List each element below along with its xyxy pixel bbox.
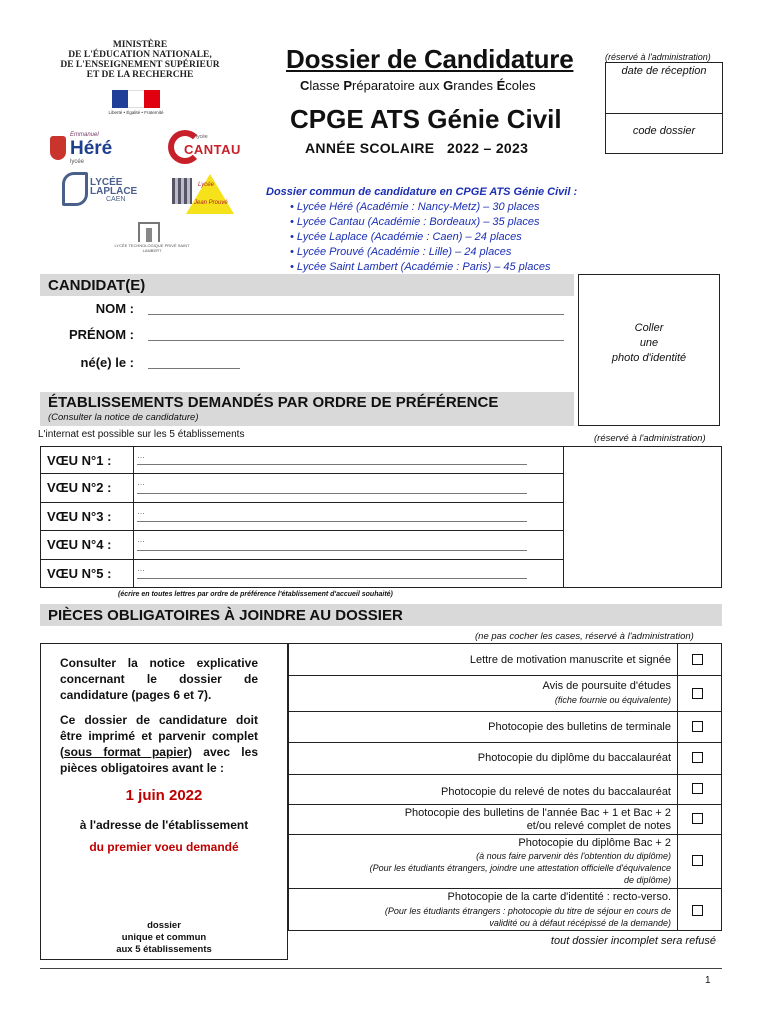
lycee-prouve-logo — [172, 172, 234, 214]
saint-lambert-mark-icon — [138, 222, 160, 242]
checklist-cell — [677, 644, 721, 675]
subtitle-initial-g: G — [443, 78, 454, 93]
republic-flag-icon — [112, 90, 160, 108]
deadline-text-a: Ce dossier de candidature doit être imprimé et parvenir complet ( — [60, 713, 258, 759]
checklist-item-sub-2 — [293, 917, 671, 929]
voeu-divider — [133, 560, 134, 587]
checklist-item-label: Photocopie du relevé de notes du baccalauréat — [441, 786, 671, 798]
cantau-name: CANTAU — [184, 142, 241, 157]
flag-caption: Liberté • Égalité • Fraternité — [108, 110, 164, 115]
admin-reception-box — [605, 62, 723, 154]
admin-note-voeux: (réservé à l'administration) — [594, 433, 706, 444]
lycee-here-logo — [50, 132, 130, 168]
page-title: Dossier de Candidature — [286, 44, 574, 74]
checklist-item-sub — [293, 905, 671, 917]
checklist-item-label: Photocopie des bulletins de l'année Bac + 1 et Bac + 2 — [404, 807, 671, 819]
subtitle-part-3: randes — [453, 78, 497, 93]
voeu-2-field[interactable] — [137, 493, 527, 494]
instructions-deadline — [60, 712, 258, 776]
unique-line-3: aux 5 établissements — [116, 944, 212, 955]
voeu-dots: … — [137, 563, 145, 573]
footer-rule — [40, 968, 722, 969]
checklist-row — [288, 835, 722, 889]
voeu-3-field[interactable] — [137, 521, 527, 522]
here-sub: lycée — [70, 159, 85, 165]
checklist-cell — [677, 835, 721, 888]
checklist-row — [288, 676, 722, 712]
voeu-dots: … — [137, 535, 145, 545]
naissance-field[interactable] — [148, 368, 240, 369]
checkbox[interactable] — [692, 688, 703, 699]
checklist-cell — [677, 712, 721, 742]
page-number: 1 — [705, 975, 711, 986]
admin-note-top: (réservé à l'administration) — [605, 52, 711, 62]
deadline-text-b: ) avec les pièces obligatoires avant le : — [60, 745, 258, 775]
subtitle-part-4: coles — [505, 78, 536, 93]
voeu-dots: … — [137, 506, 145, 516]
checklist-row — [288, 712, 722, 743]
checklist-row — [288, 805, 722, 835]
ministry-line-4: ET DE LA RECHERCHE — [86, 70, 194, 80]
voeu-dots: … — [137, 478, 145, 488]
checklist-cell — [677, 805, 721, 834]
checkbox[interactable] — [692, 721, 703, 732]
program-title: CPGE ATS Génie Civil — [290, 104, 562, 134]
checklist-item-sub-2 — [293, 862, 671, 874]
here-badge-icon — [50, 136, 66, 160]
section-candidat-heading: CANDIDAT(E) — [40, 274, 574, 296]
incomplet-warning: tout dossier incomplet sera refusé — [550, 935, 716, 947]
checkbox[interactable] — [692, 905, 703, 916]
checklist-item-label: Lettre de motivation manuscrite et signée — [469, 654, 671, 666]
checklist-row — [288, 643, 722, 676]
prenom-field[interactable] — [148, 340, 564, 341]
lycee-item: • Lycée Prouvé (Académie : Lille) – 24 places — [290, 245, 550, 260]
checkbox[interactable] — [692, 783, 703, 794]
voeu-dots: … — [137, 451, 145, 460]
checklist-item-label-2: et/ou relevé complet de notes — [526, 820, 671, 832]
photo-line-3: photo d'identité — [611, 352, 687, 364]
checklist-item-sub — [293, 850, 671, 862]
voeu-label: VŒU N°3 : — [47, 508, 112, 524]
voeu-row — [40, 503, 564, 531]
lycee-item: • Lycée Saint Lambert (Académie : Paris) – 45 places — [290, 260, 550, 275]
voeu-row — [40, 531, 564, 559]
checklist-item-label: Photocopie du diplôme Bac + 2 — [518, 837, 671, 849]
checklist-item-sub-text: (Pour les étudiants étrangers : photocopie du titre de séjour en cours de — [384, 906, 671, 916]
checklist-row — [288, 775, 722, 805]
voeu-label: VŒU N°5 : — [47, 565, 112, 581]
subtitle-initial-e: É — [496, 78, 506, 93]
voeu-divider — [133, 531, 134, 558]
lycee-item: • Lycée Héré (Académie : Nancy-Metz) – 30 places — [290, 200, 550, 215]
page-subtitle — [300, 78, 536, 93]
checklist-item-label: Photocopie du diplôme du baccalauréat — [477, 752, 671, 764]
checklist-item-sub-text: (à nous faire parvenir dès l'obtention du diplôme) — [476, 851, 671, 861]
date-reception-label: date de réception — [621, 65, 707, 77]
internat-note: L'internat est possible sur les 5 établissements — [38, 429, 245, 440]
voeux-footnote: (écrire en toutes lettres par ordre de préférence l'établissement d'accueil souhaité) — [118, 591, 393, 598]
premier-voeu-text: du premier voeu demandé — [89, 840, 239, 854]
nom-label: NOM : — [95, 301, 134, 316]
cantau-small: lycée — [196, 134, 208, 140]
lycee-item: • Lycée Cantau (Académie : Bordeaux) – 35 places — [290, 215, 550, 230]
deadline-text-underlined: sous format papier — [64, 745, 188, 759]
prenom-label: PRÉNOM : — [69, 327, 134, 342]
checklist-item-sub-text-2: validité ou à défaut récépissé de la demande) — [489, 918, 671, 928]
checkbox[interactable] — [692, 855, 703, 866]
voeu-label: VŒU N°4 : — [47, 537, 112, 553]
nom-field[interactable] — [148, 314, 564, 315]
checklist-item-sub-text-3: de diplôme) — [623, 875, 671, 885]
checkbox[interactable] — [692, 654, 703, 665]
dossier-commun-title: Dossier commun de candidature en CPGE ATS Génie Civil : — [266, 186, 578, 198]
lycee-cantau-logo — [168, 130, 241, 170]
voeu-1-field[interactable] — [137, 464, 527, 465]
photo-line-2: une — [639, 337, 659, 349]
section-pieces-heading: PIÈCES OBLIGATOIRES À JOINDRE AU DOSSIER — [40, 604, 722, 626]
adresse-text: à l'adresse de l'établissement — [79, 818, 249, 832]
checklist-item-label: Photocopie des bulletins de terminale — [488, 721, 671, 733]
ministry-logo — [55, 40, 225, 80]
subtitle-initial-p: P — [343, 78, 353, 93]
ministry-line-3: DE L'ENSEIGNEMENT SUPÉRIEUR — [60, 60, 220, 70]
subtitle-initial-c: C — [300, 78, 310, 93]
checklist-item-sub-text: (fiche fournie ou équivalente) — [554, 695, 671, 705]
here-small: Emmanuel — [70, 132, 99, 138]
laplace-mark-icon — [62, 172, 88, 206]
voeu-row — [40, 474, 564, 502]
voeu-divider — [133, 503, 134, 530]
checklist-item-label: Avis de poursuite d'études — [542, 680, 671, 692]
here-name: Héré — [70, 138, 113, 159]
checkbox[interactable] — [692, 813, 703, 824]
ministry-line-1: MINISTÈRE — [112, 40, 168, 50]
subtitle-part-1: lasse — [309, 78, 344, 93]
laplace-name: LYCÉE LAPLACE — [90, 177, 138, 197]
lycee-saint-lambert-logo — [112, 222, 192, 258]
voeux-table — [40, 446, 722, 588]
voeu-label: VŒU N°1 : — [47, 453, 112, 468]
checklist-row — [288, 889, 722, 931]
section-etablissements-heading — [40, 392, 574, 426]
prouve-triangle-icon — [186, 174, 234, 214]
voeu-divider — [133, 447, 134, 473]
prouve-building-icon — [172, 178, 192, 204]
etablissements-note: (Consulter la notice de candidature) — [48, 412, 199, 423]
checklist-cell — [677, 775, 721, 804]
unique-line-2: unique et commun — [121, 932, 207, 943]
voeu-divider — [133, 474, 134, 501]
voeu-4-field[interactable] — [137, 550, 527, 551]
etablissements-title: ÉTABLISSEMENTS DEMANDÉS PAR ORDRE DE PRÉFÉRENCE — [48, 394, 499, 411]
saint-lambert-text: LYCÉE TECHNOLOGIQUE PRIVÉ SAINT LAMBERT — [114, 243, 190, 253]
photo-identite-box — [578, 274, 720, 426]
deadline-date: 1 juin 2022 — [125, 787, 203, 804]
unique-line-1: dossier — [147, 920, 181, 931]
code-dossier-label: code dossier — [632, 125, 696, 137]
instructions-notice: Consulter la notice explicative concernant le dossier de candidature (pages 6 et 7). — [60, 656, 258, 702]
admin-box-divider — [606, 113, 722, 114]
checklist-row — [288, 743, 722, 775]
school-year: ANNÉE SCOLAIRE 2022 – 2023 — [305, 140, 529, 156]
checklist-cell — [677, 676, 721, 711]
checklist-item-sub-3 — [293, 874, 671, 886]
ministry-line-2: DE L'ÉDUCATION NATIONALE, — [68, 50, 212, 60]
naissance-label: né(e) le : — [80, 355, 134, 370]
incomplet-row — [288, 931, 722, 957]
dossier-unique-text — [60, 920, 268, 956]
checklist-item-sub — [293, 694, 671, 706]
admin-note-pieces: (ne pas cocher les cases, réservé à l'administration) — [475, 631, 694, 642]
checkbox[interactable] — [692, 752, 703, 763]
checklist-cell — [677, 743, 721, 774]
checklist-item-label: Photocopie de la carte d'identité : recto-verso. — [447, 891, 671, 903]
voeu-label: VŒU N°2 : — [47, 480, 112, 496]
subtitle-part-2: réparatoire aux — [352, 78, 444, 93]
voeu-5-field[interactable] — [137, 578, 527, 579]
checklist-cell — [677, 889, 721, 930]
prouve-top: Lycée — [198, 182, 214, 188]
photo-line-1: Coller — [634, 322, 664, 334]
lycees-list — [290, 200, 550, 275]
prouve-bottom: Jean Prouvé — [194, 200, 228, 206]
lycee-laplace-logo — [62, 172, 146, 212]
lycee-item: • Lycée Laplace (Académie : Caen) – 24 places — [290, 230, 550, 245]
voeu-row — [40, 446, 564, 474]
voeu-row — [40, 560, 564, 588]
laplace-city: CAEN — [106, 196, 126, 203]
checklist-item-sub-text-2: (Pour les étudiants étrangers, joindre une attestation officielle d'équivalence — [369, 863, 671, 873]
voeux-admin-box — [564, 446, 722, 588]
